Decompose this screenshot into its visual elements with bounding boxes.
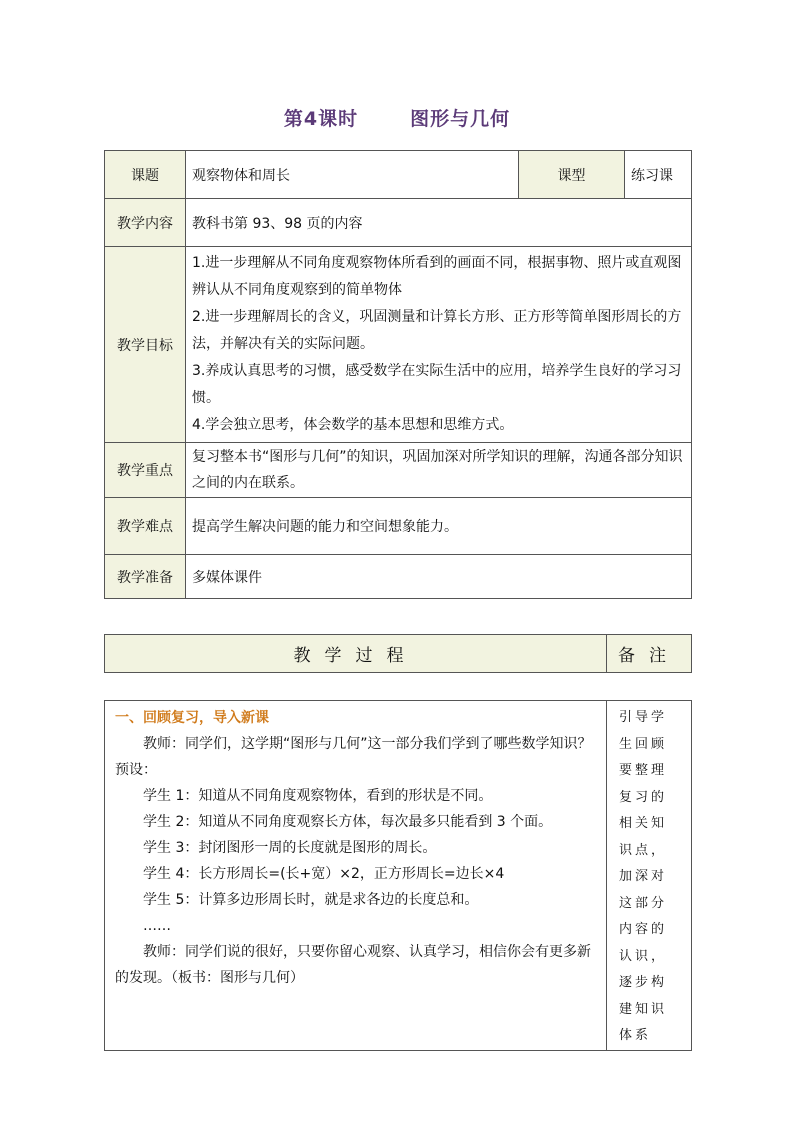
process-line: 预设：	[115, 762, 157, 778]
process-line: 学生 4：长方形周长=(长+宽）×2，正方形周长=边长×4	[143, 866, 505, 882]
goal-item: 3.养成认真思考的习惯，感受数学在实际生活中的应用，培养学生良好的学习习惯。	[192, 363, 682, 406]
process-header: 教学过程	[105, 635, 607, 673]
goal-item: 4.学会独立思考，体会数学的基本思想和思维方式。	[192, 417, 514, 433]
lesson-topic: 图形与几何	[410, 108, 511, 130]
process-line: 教师：同学们说的很好，只要你留心观察、认真学习，相信你会有更多新的发现。（板书：图形与几何）	[115, 944, 591, 986]
difficulty-value: 提高学生解决问题的能力和空间想象能力。	[186, 498, 692, 555]
section-heading: 一、回顾复习，导入新课	[115, 710, 269, 726]
prep-label: 教学准备	[105, 555, 186, 599]
focus-value: 复习整本书“图形与几何”的知识，巩固加深对所学知识的理解，沟通各部分知识之间的内在联系。	[186, 443, 692, 498]
focus-row	[105, 443, 692, 498]
process-header-table	[104, 634, 692, 673]
subject-label: 课题	[105, 151, 186, 199]
page-title	[0, 104, 794, 131]
type-value: 练习课	[625, 151, 692, 199]
goals-list	[186, 247, 692, 443]
process-note: 引导学生回顾要整理复习的相关知识点，加深对这部分内容的认识，逐步构建知识体系	[607, 701, 692, 1051]
process-line: 学生 3：封闭图形一周的长度就是图形的周长。	[143, 840, 437, 856]
lesson-info-table	[104, 150, 692, 599]
goal-item: 2.进一步理解周长的含义，巩固测量和计算长方形、正方形等简单图形周长的方法，并解决有关的实际问题。	[192, 309, 682, 352]
process-line: 学生 2：知道从不同角度观察长方体，每次最多只能看到 3 个面。	[143, 814, 553, 830]
type-label: 课型	[519, 151, 625, 199]
goals-row	[105, 247, 692, 443]
content-label: 教学内容	[105, 199, 186, 247]
content-row	[105, 199, 692, 247]
subject-row	[105, 151, 692, 199]
difficulty-label: 教学难点	[105, 498, 186, 555]
difficulty-row	[105, 498, 692, 555]
process-line: 学生 5：计算多边形周长时，就是求各边的长度总和。	[143, 892, 479, 908]
content-value: 教科书第 93、98 页的内容	[186, 199, 692, 247]
prep-row	[105, 555, 692, 599]
process-line: ……	[143, 918, 171, 934]
subject-value: 观察物体和周长	[186, 151, 519, 199]
process-content	[105, 701, 607, 1051]
goals-label: 教学目标	[105, 247, 186, 443]
notes-header: 备注	[607, 635, 692, 673]
prep-value: 多媒体课件	[186, 555, 692, 599]
goal-item: 1.进一步理解从不同角度观察物体所看到的画面不同，根据事物、照片或直观图辨认从不同角度观察到的简单物体	[192, 255, 682, 298]
process-table	[104, 700, 692, 1051]
process-line: 学生 1：知道从不同角度观察物体，看到的形状是不同。	[143, 788, 493, 804]
focus-label: 教学重点	[105, 443, 186, 498]
lesson-number: 第4课时	[283, 108, 359, 130]
process-line: 教师：同学们，这学期“图形与几何”这一部分我们学到了哪些数学知识？	[143, 736, 592, 752]
